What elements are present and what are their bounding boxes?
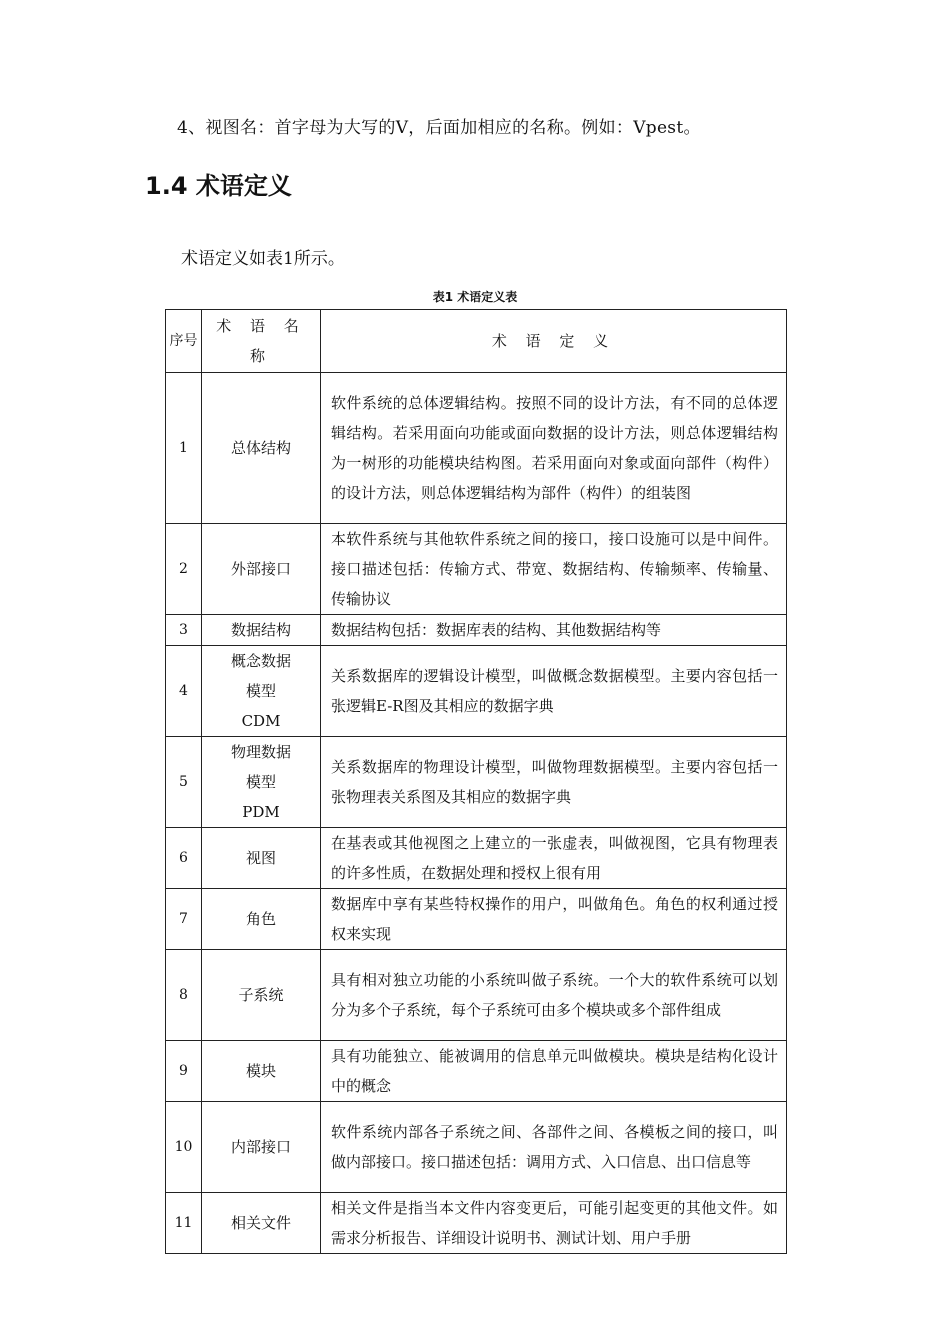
row-number-cell: 6 xyxy=(166,828,202,889)
term-name-cell: 角色 xyxy=(202,889,321,950)
header-definition-cell xyxy=(321,310,787,373)
term-definition-cell: 在基表或其他视图之上建立的一张虚表，叫做视图，它具有物理表的许多性质，在数据处理和授权上很有用 xyxy=(321,828,787,889)
term-name-cell: 外部接口 xyxy=(202,524,321,615)
header-name-label: 术 语 名 称 xyxy=(216,317,306,365)
table-intro-paragraph: 术语定义如表1所示。 xyxy=(181,249,345,269)
row-number-cell: 1 xyxy=(166,373,202,524)
term-name-cell: 数据结构 xyxy=(202,615,321,646)
term-name-cell: 总体结构 xyxy=(202,373,321,524)
row-number-cell: 5 xyxy=(166,737,202,828)
term-name-cell: 物理数据模型PDM xyxy=(202,737,321,828)
term-definition-cell: 具有功能独立、能被调用的信息单元叫做模块。模块是结构化设计中的概念 xyxy=(321,1041,787,1102)
table-row xyxy=(166,615,787,646)
row-number-cell: 10 xyxy=(166,1102,202,1193)
table-row xyxy=(166,1041,787,1102)
term-definition-cell: 关系数据库的物理设计模型，叫做物理数据模型。主要内容包括一张物理表关系图及其相应的数据字典 xyxy=(321,737,787,828)
term-name-cell: 内部接口 xyxy=(202,1102,321,1193)
table-row xyxy=(166,1102,787,1193)
term-definition-cell: 本软件系统与其他软件系统之间的接口，接口设施可以是中间件。接口描述包括：传输方式、带宽、数据结构、传输频率、传输量、传输协议 xyxy=(321,524,787,615)
header-no-label: 序号 xyxy=(169,333,198,349)
header-no-cell xyxy=(166,310,202,373)
term-definition-cell: 软件系统的总体逻辑结构。按照不同的设计方法，有不同的总体逻辑结构。若采用面向功能或面向数据的设计方法，则总体逻辑结构为一树形的功能模块结构图。若采用面向对象或面向部件（构件）的设计方法，则总体逻辑结构为部件（构件）的组装图 xyxy=(321,373,787,524)
term-definition-cell: 相关文件是指当本文件内容变更后，可能引起变更的其他文件。如需求分析报告、详细设计说明书、测试计划、用户手册 xyxy=(321,1193,787,1254)
term-name-cell: 视图 xyxy=(202,828,321,889)
table-row xyxy=(166,950,787,1041)
term-name-cell: 模块 xyxy=(202,1041,321,1102)
term-name-cell: 子系统 xyxy=(202,950,321,1041)
term-name-cell: 概念数据模型CDM xyxy=(202,646,321,737)
row-number-cell: 4 xyxy=(166,646,202,737)
section-heading: 1.4 术语定义 xyxy=(145,172,292,200)
term-definition-cell: 关系数据库的逻辑设计模型，叫做概念数据模型。主要内容包括一张逻辑E-R图及其相应的数据字典 xyxy=(321,646,787,737)
table-row xyxy=(166,889,787,950)
table-row xyxy=(166,737,787,828)
terms-table xyxy=(165,309,787,1254)
header-name-cell xyxy=(202,310,321,373)
term-definition-cell: 数据结构包括：数据库表的结构、其他数据结构等 xyxy=(321,615,787,646)
term-name-cell: 相关文件 xyxy=(202,1193,321,1254)
row-number-cell: 3 xyxy=(166,615,202,646)
term-definition-cell: 数据库中享有某些特权操作的用户，叫做角色。角色的权利通过授权来实现 xyxy=(321,889,787,950)
table-row xyxy=(166,828,787,889)
table-caption: 表1 术语定义表 xyxy=(432,290,518,304)
row-number-cell: 9 xyxy=(166,1041,202,1102)
header-definition-label: 术 语 定 义 xyxy=(491,332,616,350)
table-row xyxy=(166,1193,787,1254)
row-number-cell: 8 xyxy=(166,950,202,1041)
term-definition-cell: 具有相对独立功能的小系统叫做子系统。一个大的软件系统可以划分为多个子系统，每个子系统可由多个模块或多个部件组成 xyxy=(321,950,787,1041)
table-row xyxy=(166,646,787,737)
row-number-cell: 7 xyxy=(166,889,202,950)
table-row xyxy=(166,524,787,615)
row-number-cell: 2 xyxy=(166,524,202,615)
table-row xyxy=(166,373,787,524)
row-number-cell: 11 xyxy=(166,1193,202,1254)
intro-item-paragraph: 4、视图名：首字母为大写的V，后面加相应的名称。例如：Vpest。 xyxy=(177,118,701,138)
table-header-row xyxy=(166,310,787,373)
term-definition-cell: 软件系统内部各子系统之间、各部件之间、各模板之间的接口，叫做内部接口。接口描述包括：调用方式、入口信息、出口信息等 xyxy=(321,1102,787,1193)
